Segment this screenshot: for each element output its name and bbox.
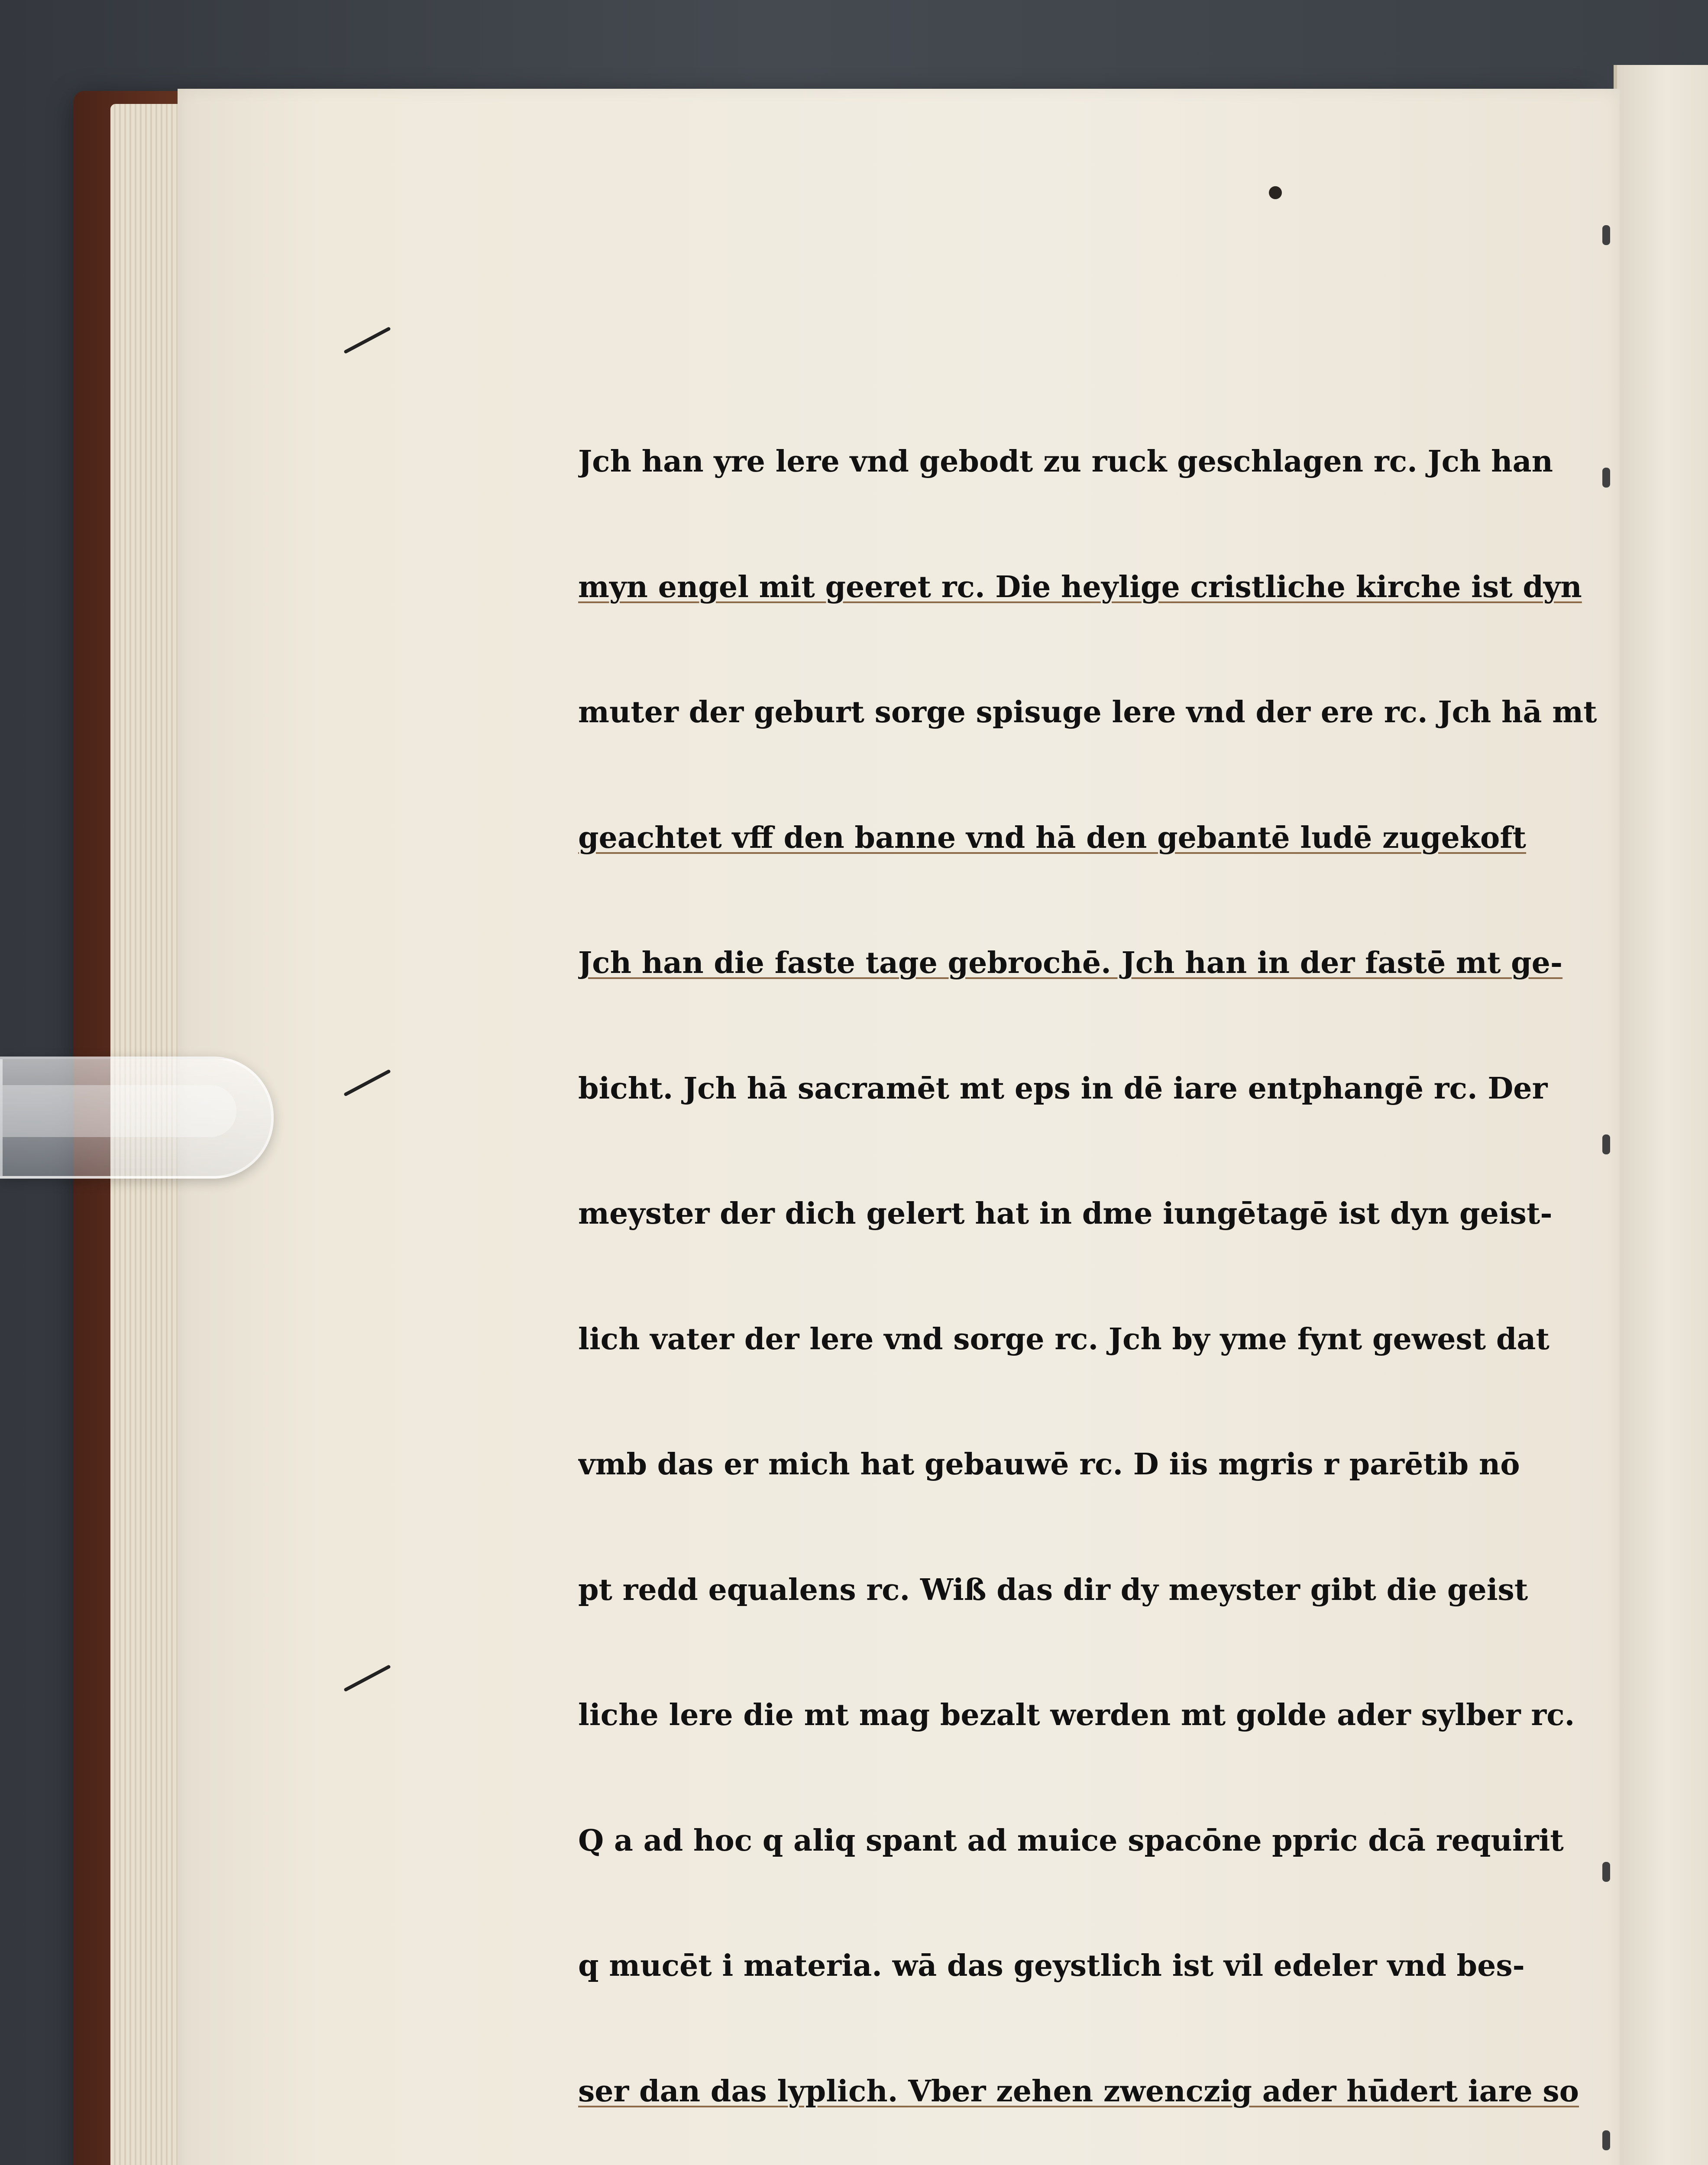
right-facing-page (1614, 65, 1708, 2165)
text-line: Q a ad hoc q aliq spant ad muice spacōne ppric dcā requirit (578, 1823, 1564, 1858)
marginal-mark (343, 1664, 391, 1692)
text-line: Jch han die faste tage gebrochē. Jch han in der fastē mt ge- (578, 946, 1563, 980)
right-edge-pin (1602, 1134, 1610, 1154)
page-clip (0, 1057, 274, 1179)
right-edge-pin (1602, 468, 1610, 488)
text-line: q mucēt i materia. wā das geystlich ist vil edeler vnd bes- (578, 1948, 1525, 1983)
text-line: vmb das er mich hat gebauwē rc. D iis mgris r parētib nō (578, 1447, 1520, 1482)
right-edge-pin (1602, 1862, 1610, 1882)
text-line: bicht. Jch hā sacramēt mt eps in dē iare entphangē rc. Der (578, 1071, 1548, 1106)
right-edge-pin (1602, 225, 1610, 245)
book-page (178, 89, 1620, 2165)
text-line: pt redd equalens rc. Wiß das dir dy meyster gibt die geist (578, 1572, 1528, 1607)
text-line: lich vater der lere vnd sorge rc. Jch by yme fynt gewest dat (578, 1322, 1549, 1357)
marginal-mark (343, 1069, 391, 1096)
text-line: meyster der dich gelert hat in dme iungētagē ist dyn geist- (578, 1196, 1553, 1231)
text-line: liche lere die mt mag bezalt werden mt golde ader sylber rc. (578, 1698, 1575, 1732)
marginal-mark (343, 326, 391, 354)
text-line: myn engel mit geeret rc. Die heylige cristliche kirche ist dyn (578, 569, 1582, 604)
text-line: Jch han yre lere vnd gebodt zu ruck geschlagen rc. Jch han (578, 444, 1553, 479)
ink-spot (1269, 186, 1282, 199)
text-line: ser dan das lyplich. Vber zehen zwenczig ader hūdert iare so (578, 2074, 1579, 2109)
right-edge-pin (1602, 2130, 1610, 2150)
printed-text-block (578, 357, 1600, 2109)
text-line: geachtet vff den banne vnd hā den gebantē ludē zugekoft (578, 820, 1527, 855)
text-line: muter der geburt sorge spisuge lere vnd der ere rc. Jch hā mt (578, 695, 1597, 730)
